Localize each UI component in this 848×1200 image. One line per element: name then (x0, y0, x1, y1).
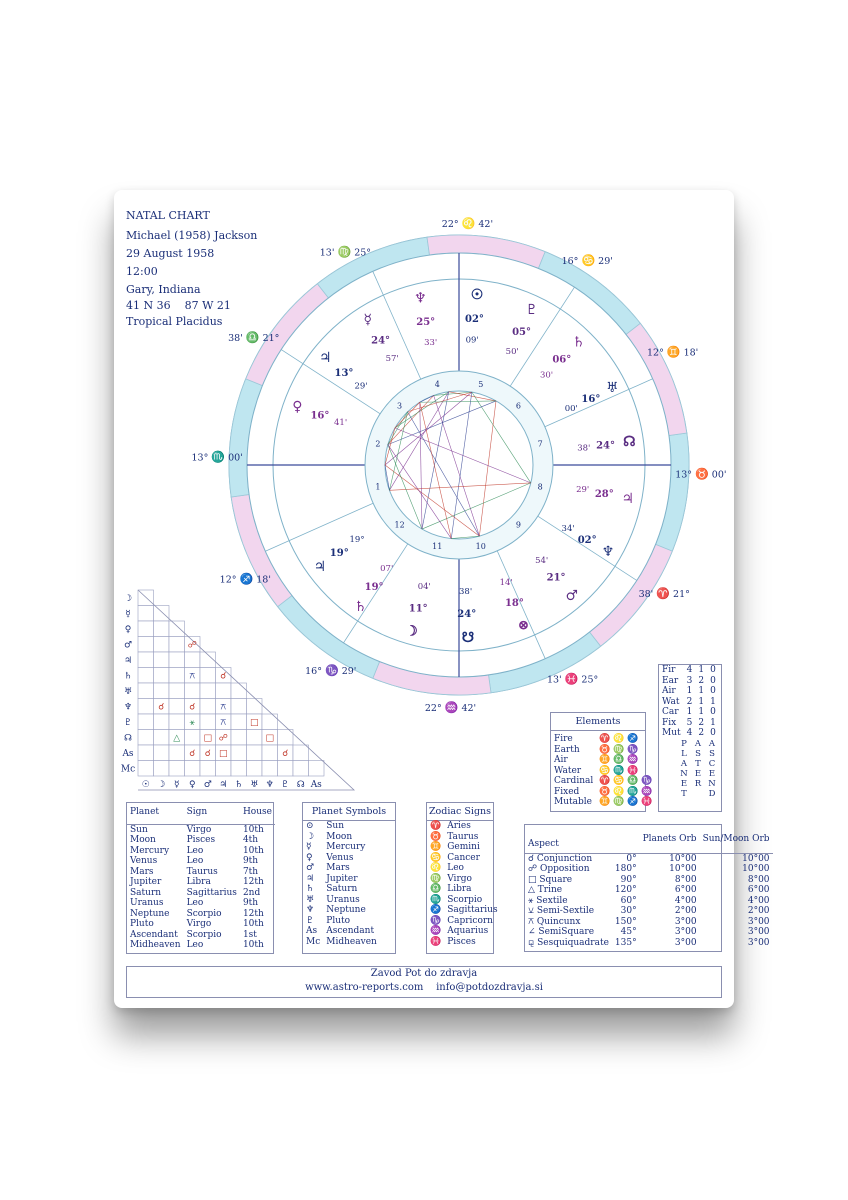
house-number: 2 (375, 439, 381, 449)
grid-cell (216, 761, 232, 777)
grid-cell (200, 699, 216, 715)
planet-row: Saturn Sagittarius 2nd (130, 887, 261, 898)
planet-glyph: ⊗ (517, 617, 530, 634)
planet-symbol-row: ♅ Uranus (306, 894, 360, 905)
grid-cell (154, 683, 170, 699)
aspect-row: ⚼ Sesquiquadrate 135° 3°00 3°00 (528, 937, 770, 948)
grid-col-glyph: ♃ (219, 780, 228, 790)
grid-cell (231, 730, 247, 746)
planet-degree: 24° (371, 335, 391, 347)
grid-cell (169, 621, 185, 637)
grid-cell (154, 730, 170, 746)
grid-cell (247, 699, 263, 715)
grid-col-glyph: ♂ (203, 780, 212, 790)
count-row: Fix 5 2 1 (662, 717, 716, 728)
grid-cell (169, 714, 185, 730)
birth-time: 12:00 (126, 265, 158, 278)
element-row: Water ♋ ♏ ♓ (554, 765, 639, 776)
grid-cell (169, 637, 185, 653)
zodiac-signs-box (426, 802, 498, 954)
count-row: Fir 4 1 0 (662, 665, 716, 675)
grid-aspect-mark: ☌ (220, 671, 227, 682)
grid-aspect-mark: □ (265, 733, 275, 744)
grid-cell (154, 714, 170, 730)
planet-degree: 02° (577, 535, 597, 546)
planet-row: Midheaven Leo 10th (130, 940, 264, 950)
grid-col-glyph: ☉ (141, 780, 150, 790)
zodiac-row: ♎ Libra (430, 884, 472, 894)
grid-col-glyph: ♆ (265, 780, 274, 790)
grid-row-glyph: ☿ (125, 609, 131, 620)
count-letter-column: A S T E R (694, 738, 702, 789)
planet-glyph: ☊ (623, 434, 636, 451)
cusp-label: 22° ♒ 42' (424, 700, 477, 714)
count-letter-column: A S C E N D (708, 738, 716, 799)
grid-col-glyph: ☽ (157, 780, 166, 790)
grid-col-glyph: As (310, 780, 322, 790)
planet-symbol-row: ☽ Moon (306, 831, 353, 842)
planet-degree: 16° (581, 393, 601, 405)
aspect-row: ⚺ Semi-Sextile 30° 2°00 2°00 (528, 906, 770, 916)
planet-glyph: ♆ (601, 544, 615, 560)
grid-aspect-mark: ⚹ (189, 718, 195, 728)
birth-date: 29 August 1958 (126, 247, 215, 260)
zodiac-row: ♐ Sagittarius (430, 905, 498, 915)
planet-minute: 04' (417, 582, 431, 593)
planet-degree: 28° (594, 489, 614, 501)
counts-box (658, 664, 722, 812)
grid-cell (200, 761, 216, 777)
grid-col-glyph: ♀ (188, 780, 196, 790)
zodiac-row: ♉ Taurus (430, 831, 479, 842)
report-card (114, 190, 770, 1008)
grid-cell (200, 714, 216, 730)
footer-org: Zavod Pot do zdravja (370, 968, 478, 979)
grid-cell (138, 761, 154, 777)
count-row: Mut 4 2 0 (662, 728, 716, 738)
grid-col-glyph: ♇ (281, 780, 290, 790)
cusp-label: 16° ♋ 29' (561, 253, 613, 267)
planet-row: Jupiter Libra 12th (130, 877, 264, 887)
element-row: Cardinal ♈ ♋ ♎ ♑ (554, 776, 653, 786)
grid-cell (138, 714, 154, 730)
grid-cell (138, 637, 154, 653)
planet-row: Neptune Scorpio 12th (130, 908, 264, 919)
grid-cell (262, 745, 278, 761)
planet-minute: 00' (564, 403, 578, 414)
col-sunmoon-orb: Sun/Moon Orb (702, 833, 770, 844)
grid-col-glyph: ♅ (250, 780, 259, 790)
planet-symbol-row: ♃ Jupiter (306, 873, 358, 884)
planet-minute: 38' (577, 443, 591, 454)
cusp-label: 13° ♉ 00' (675, 467, 727, 481)
grid-row-glyph: ♇ (123, 718, 133, 728)
chart-title: NATAL CHART (126, 209, 210, 222)
grid-cell (154, 637, 170, 653)
house-number: 7 (537, 439, 543, 449)
planet-degree: 21° (546, 572, 566, 584)
planet-symbol-row: ☿ Mercury (306, 842, 366, 852)
grid-row-glyph: ♆ (123, 702, 133, 713)
grid-cell (138, 683, 154, 699)
cusp-label: 16° ♑ 29' (305, 664, 357, 678)
planet-glyph: ♆ (414, 290, 427, 307)
zodiac-row: ♋ Cancer (430, 852, 480, 863)
planet-row: Pluto Virgo 10th (130, 919, 264, 929)
footer (126, 966, 722, 998)
cusp-label: 13' ♍ 25° (319, 245, 372, 259)
planet-degree: 19° (364, 582, 384, 594)
elements-title: Elements (551, 713, 645, 731)
grid-cell (200, 668, 216, 684)
planet-glyph: ♇ (525, 302, 538, 319)
grid-cell (138, 652, 154, 668)
grid-cell (154, 668, 170, 684)
planet-symbol-row: ⊙ Sun (306, 821, 345, 831)
planet-glyph: ♃ (319, 349, 332, 366)
zodiac-row: ♒ Aquarius (430, 926, 489, 936)
count-row: Air 1 1 0 (662, 686, 716, 696)
cusp-label: 12° ♊ 18' (647, 345, 699, 359)
planet-degree: 05° (512, 326, 532, 338)
aspect-row: ∠ SemiSquare 45° 3°00 3°00 (528, 927, 770, 937)
grid-col-glyph: ♄ (234, 780, 243, 790)
planet-glyph: ♄ (354, 598, 367, 615)
col-aspect: Aspect (528, 839, 559, 849)
grid-cell (154, 761, 170, 777)
planet-degree: 19° (329, 547, 349, 559)
planet-symbol-row: ♆ Neptune (306, 905, 366, 915)
zodiac-row: ♌ Leo (430, 863, 464, 873)
cusp-label: 38' ♈ 21° (638, 587, 690, 601)
house-number: 6 (515, 401, 521, 411)
aspects-table (524, 824, 770, 952)
zodiac-row: ♍ Virgo (430, 873, 472, 884)
planet-symbols-title: Planet Symbols (303, 803, 395, 821)
grid-row-glyph: ♅ (123, 687, 133, 697)
planet-glyph: ♅ (605, 379, 619, 396)
grid-cell (262, 714, 278, 730)
planet-degree: 02° (465, 313, 484, 325)
aspect-row: ⚹ Sextile 60° 4°00 4°00 (528, 895, 770, 906)
grid-cell (154, 621, 170, 637)
grid-cell (231, 714, 247, 730)
planet-minute: 29' (354, 381, 368, 392)
grid-aspect-mark: ☍ (218, 733, 228, 744)
aspect-row: △ Trine 120° 6°00 6°00 (528, 885, 770, 895)
grid-cell (169, 668, 185, 684)
element-row: Fixed ♉ ♌ ♏ ♒ (554, 786, 653, 797)
planet-symbol-row: ♄ Saturn (306, 884, 358, 894)
planet-minute: 09' (465, 335, 479, 346)
cusp-label: 13' ♓ 25° (546, 672, 599, 686)
planet-glyph: ♃ (313, 559, 327, 576)
grid-cell (185, 730, 201, 746)
grid-cell (309, 761, 325, 777)
planet-degree: 13° (334, 367, 354, 379)
planet-symbol-row: ♂ Mars (306, 863, 350, 873)
planet-symbol-row: ♇ Pluto (306, 915, 351, 926)
grid-cell (185, 761, 201, 777)
grid-aspect-mark: □ (203, 733, 213, 744)
element-row: Mutable ♊ ♍ ♐ ♓ (554, 797, 653, 807)
planet-symbols-box (302, 802, 396, 954)
house-number: 4 (434, 379, 440, 389)
planet-glyph: ♀ (292, 399, 303, 416)
grid-aspect-mark: ☍ (187, 640, 197, 651)
planet-degree: 24° (457, 608, 477, 620)
planet-degree: 25° (416, 316, 436, 328)
grid-aspect-mark: △ (173, 733, 181, 744)
grid-cell (200, 683, 216, 699)
grid-row-glyph: ♃ (123, 656, 133, 666)
grid-cell (231, 699, 247, 715)
col-planet: Planet (130, 807, 160, 817)
planet-glyph: ♄ (572, 334, 585, 351)
grid-cell (231, 761, 247, 777)
planet-row: Moon Pisces 4th (130, 835, 259, 845)
house-number: 10 (475, 542, 486, 552)
planet-minute: 30' (539, 370, 554, 381)
birth-place: Gary, Indiana (126, 283, 201, 296)
planet-glyph: ☉ (470, 286, 484, 303)
zodiac-row: ♏ Scorpio (430, 894, 483, 905)
planet-minute: 50' (505, 346, 519, 357)
cusp-label: 38' ♎ 21° (228, 330, 280, 344)
planet-degree: 18° (504, 598, 524, 610)
planet-glyph: ☋ (461, 629, 475, 646)
element-row: Air ♊ ♎ ♒ (554, 755, 639, 765)
planet-minute: 19° (349, 535, 365, 546)
grid-aspect-mark: ⚻ (220, 702, 227, 713)
planet-minute: 33' (424, 338, 438, 349)
col-planets-orb: Planets Orb (642, 833, 697, 844)
planet-degree: 06° (552, 354, 572, 366)
grid-cell (293, 745, 309, 761)
planet-minute: 14' (499, 577, 513, 588)
grid-cell (169, 745, 185, 761)
house-number: 9 (515, 520, 521, 530)
planet-symbol-row: As Ascendant (306, 926, 375, 936)
grid-cell (169, 683, 185, 699)
footer-email[interactable]: info@potdozdravja.si (436, 982, 543, 993)
grid-cell (231, 683, 247, 699)
col-house: House (242, 807, 272, 817)
grid-col-glyph: ☿ (173, 780, 180, 790)
grid-row-glyph: ♂ (123, 640, 133, 651)
planet-glyph: ♂ (565, 587, 579, 604)
grid-cell (185, 652, 201, 668)
grid-aspect-mark: ☌ (189, 749, 196, 759)
grid-cell (154, 606, 170, 622)
grid-cell (185, 683, 201, 699)
grid-aspect-mark: □ (249, 718, 259, 728)
planet-degree: 24° (596, 440, 616, 452)
grid-cell (169, 761, 185, 777)
grid-cell (138, 730, 154, 746)
grid-cell (154, 745, 170, 761)
grid-row-glyph: Mc (120, 764, 136, 775)
planet-minute: 07' (380, 564, 394, 575)
count-row: Wat 2 1 1 (662, 696, 716, 707)
grid-aspect-mark: ⚻ (189, 671, 196, 682)
grid-cell (138, 699, 154, 715)
grid-cell (231, 745, 247, 761)
element-row: Earth ♉ ♍ ♑ (554, 744, 639, 755)
planet-minute: 41' (334, 417, 348, 428)
grid-cell (247, 761, 263, 777)
planet-minute: 38' (459, 586, 473, 597)
birth-coords: 41 N 36 87 W 21 (126, 299, 231, 312)
planet-degree: 16° (310, 410, 330, 422)
planet-row: Mercury Leo 10th (130, 845, 264, 856)
planet-row: Venus Leo 9th (130, 856, 259, 866)
planet-symbol-row: Mc Midheaven (306, 936, 377, 947)
grid-cell (262, 761, 278, 777)
planet-glyph: ☿ (363, 312, 373, 329)
house-number: 8 (537, 482, 543, 492)
grid-cell (138, 745, 154, 761)
grid-aspect-mark: ☌ (204, 749, 211, 759)
cusp-label: 12° ♐ 18' (219, 572, 271, 586)
aspect-row: ⚻ Quincunx 150° 3°00 3°00 (528, 916, 770, 927)
grid-col-glyph: ☊ (296, 780, 305, 790)
aspect-row: □ Square 90° 8°00 8°00 (528, 874, 770, 885)
house-number: 3 (397, 401, 403, 411)
aspect-row: ☍ Opposition 180° 10°00 10°00 (528, 864, 770, 874)
grid-aspect-mark: ☌ (158, 702, 165, 713)
aspect-row: ☌ Conjunction 0° 10°00 10°00 (528, 853, 770, 864)
grid-cell (154, 652, 170, 668)
grid-cell (293, 761, 309, 777)
grid-aspect-mark: ☌ (189, 702, 196, 713)
grid-cell (138, 606, 154, 622)
house-system: Tropical Placidus (126, 315, 223, 328)
zodiac-row: ♈ Aries (430, 821, 471, 831)
aspect-grid (120, 586, 358, 790)
planets-table (126, 802, 274, 954)
planet-row: Ascendant Scorpio 1st (130, 929, 257, 940)
planet-glyph: ♃ (621, 490, 635, 507)
grid-cell (138, 668, 154, 684)
zodiac-row: ♑ Capricorn (430, 915, 493, 926)
house-number: 12 (394, 520, 405, 530)
grid-row-glyph: ☊ (124, 733, 132, 744)
grid-aspect-mark: ☌ (282, 749, 289, 759)
grid-cell (216, 683, 232, 699)
count-row: Car 1 1 0 (662, 707, 716, 717)
planet-symbol-row: ♀ Venus (306, 852, 354, 863)
planet-glyph: ☽ (405, 623, 418, 640)
grid-cell (247, 730, 263, 746)
grid-aspect-mark: □ (218, 749, 228, 759)
zodiac-signs-title: Zodiac Signs (427, 803, 493, 821)
planet-row: Mars Taurus 7th (130, 866, 259, 877)
zodiac-row: ♓ Pisces (430, 936, 476, 947)
planet-minute: 29' (576, 485, 590, 496)
grid-cell (247, 745, 263, 761)
planet-minute: 54' (535, 556, 549, 567)
grid-row-glyph: ♀ (124, 625, 132, 635)
col-sign: Sign (186, 807, 208, 817)
cusp-label: 22° ♌ 42' (441, 217, 494, 231)
grid-cell (278, 761, 294, 777)
grid-row-glyph: ♄ (123, 671, 133, 682)
grid-cell (169, 699, 185, 715)
count-letter-column: P L A N E T (680, 738, 688, 799)
elements-box (550, 712, 653, 812)
person-name: Michael (1958) Jackson (126, 229, 258, 242)
grid-row-glyph: ☽ (123, 594, 133, 604)
house-number: 11 (432, 542, 443, 552)
planet-row: Sun Virgo 10th (130, 824, 264, 835)
count-row: Ear 3 2 0 (662, 675, 716, 686)
cusp-label: 13° ♏ 00' (191, 450, 243, 464)
house-number: 5 (478, 379, 484, 389)
grid-cell (169, 652, 185, 668)
planet-minute: 57' (385, 354, 399, 365)
grid-aspect-mark: ⚻ (220, 718, 227, 728)
planet-minute: 34' (561, 524, 575, 534)
footer-website[interactable]: www.astro-reports.com (305, 982, 424, 993)
planet-row: Uranus Leo 9th (130, 898, 259, 908)
grid-cell (138, 621, 154, 637)
house-number: 1 (375, 482, 381, 492)
element-row: Fire ♈ ♌ ♐ (554, 734, 639, 744)
planet-degree: 11° (408, 603, 428, 615)
grid-row-glyph: As (122, 749, 134, 759)
zodiac-row: ♊ Gemini (430, 842, 480, 852)
